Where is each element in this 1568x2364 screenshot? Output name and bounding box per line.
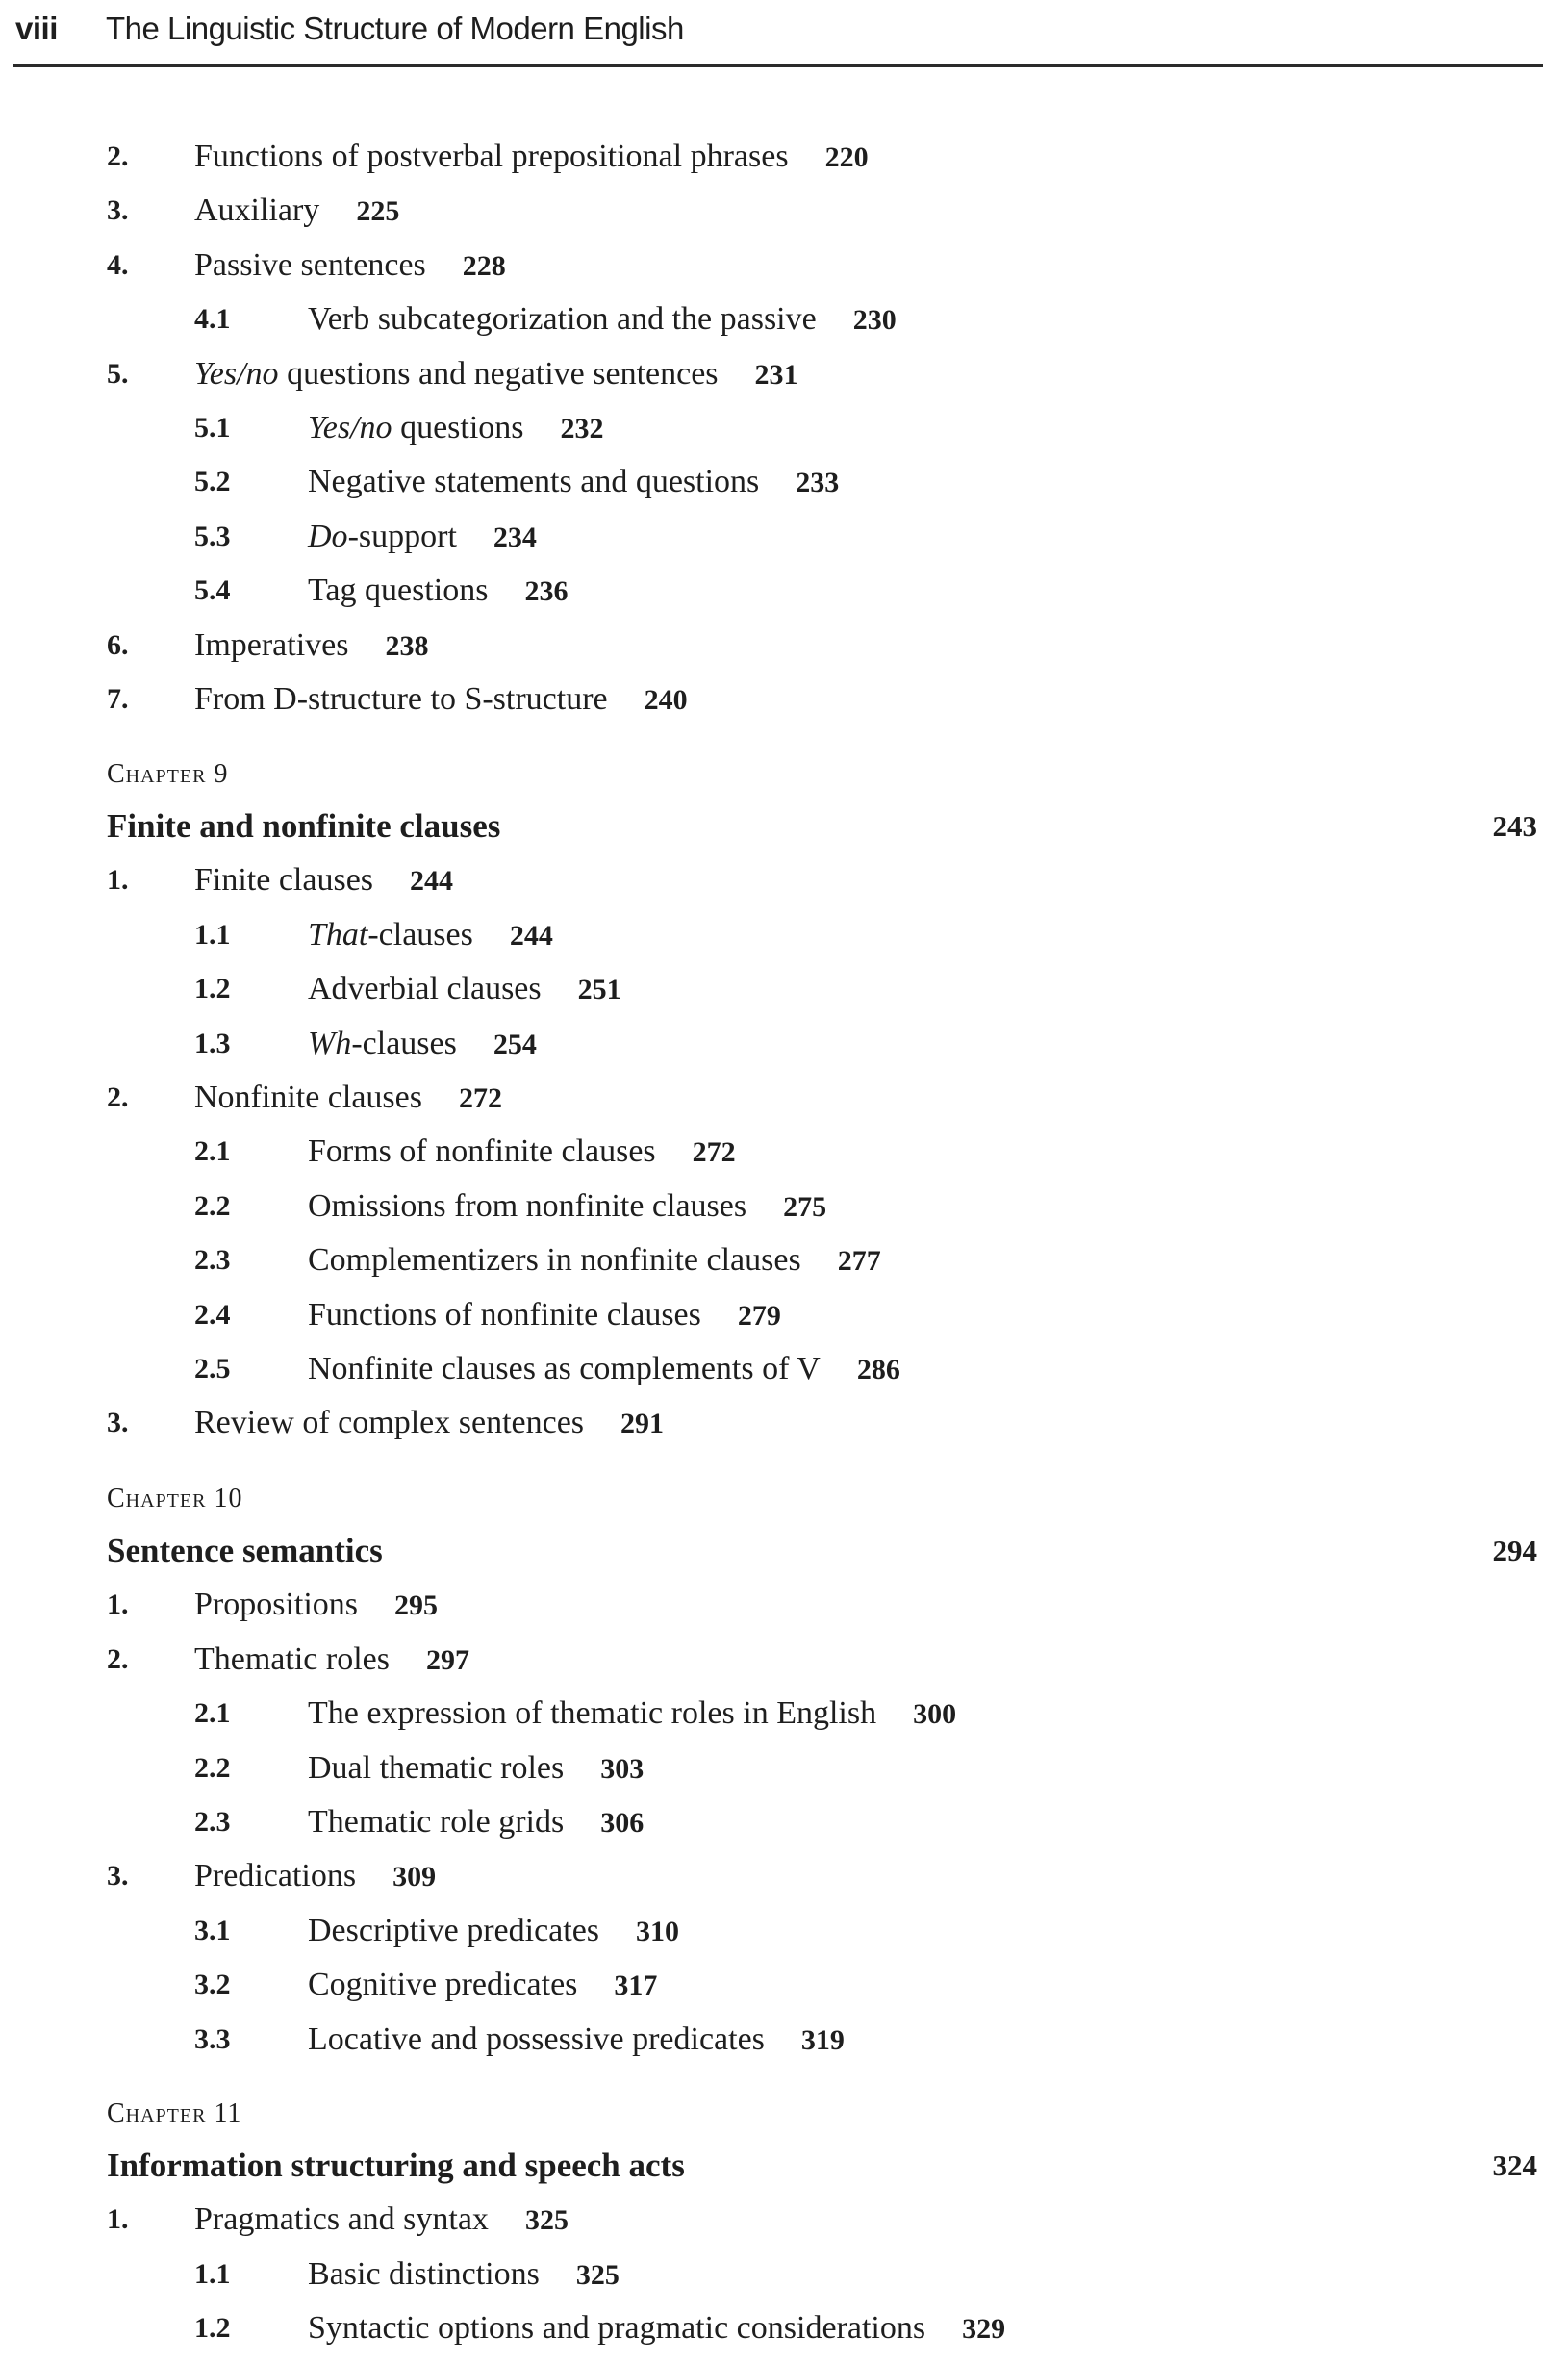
section-number: 2.1 <box>194 1135 231 1168</box>
title-text: Functions of nonfinite clauses <box>308 1296 701 1333</box>
page-number: 244 <box>509 919 553 952</box>
toc-entry[interactable] <box>0 1071 1568 1125</box>
title-text: Dual thematic roles <box>308 1749 565 1786</box>
section-title <box>308 1125 736 1180</box>
page-number: 238 <box>385 629 429 662</box>
chapter-page-number: 243 <box>1492 809 1537 843</box>
section-title <box>308 1342 900 1397</box>
section-number: 1. <box>107 864 129 897</box>
section-number: 5.3 <box>194 520 231 552</box>
page-number: 319 <box>800 2023 845 2056</box>
title-text: Syntactic options and pragmatic considerations <box>308 2310 926 2347</box>
page-number: 272 <box>459 1082 502 1114</box>
section-number: 2.3 <box>194 1806 231 1838</box>
toc-entry[interactable] <box>0 564 1568 618</box>
toc-entry[interactable] <box>0 1288 1568 1342</box>
title-text: Nonfinite clauses as complements of V <box>308 1351 821 1386</box>
section-number: 6. <box>107 628 129 661</box>
toc-entry[interactable] <box>0 1849 1568 1903</box>
section-number: 1.2 <box>194 973 231 1005</box>
page-number: 286 <box>856 1354 900 1385</box>
page-number: 297 <box>425 1643 469 1676</box>
title-text: Nonfinite clauses <box>194 1080 422 1115</box>
page-number: 236 <box>524 575 569 608</box>
section-number: 2.2 <box>194 1751 231 1784</box>
section-number: 7. <box>107 683 129 715</box>
title-text: -clauses <box>367 916 473 953</box>
title-text: Omissions from nonfinite clauses <box>308 1187 747 1224</box>
page-number: 244 <box>410 865 454 898</box>
chapter-page-number: 324 <box>1492 2148 1537 2182</box>
section-number: 2.1 <box>194 1697 231 1730</box>
title-text: Complementizers in nonfinite clauses <box>308 1242 801 1279</box>
section-number: 2. <box>107 1081 129 1113</box>
page-number: 232 <box>560 413 604 445</box>
section-number: 1.2 <box>194 2312 231 2345</box>
toc-entry[interactable] <box>0 2193 1568 2247</box>
section-number: 2.3 <box>194 1244 231 1277</box>
toc-entry[interactable] <box>0 1233 1568 1287</box>
toc-entry[interactable] <box>0 1125 1568 1179</box>
section-title <box>194 1578 438 1633</box>
title-text: Thematic role grids <box>308 1804 565 1840</box>
toc-entry[interactable] <box>0 908 1568 962</box>
title-text: Tag questions <box>308 572 489 609</box>
toc-entry[interactable] <box>0 239 1568 292</box>
section-number: 2.4 <box>194 1298 231 1331</box>
page-number: 303 <box>600 1752 645 1785</box>
chapter-heading[interactable] <box>107 1524 1537 1578</box>
section-title <box>308 908 553 963</box>
section-title <box>194 130 869 185</box>
section-title <box>308 401 604 456</box>
section-title <box>308 564 568 619</box>
section-title <box>194 619 429 674</box>
chapter-title: Information structuring and speech acts <box>107 2147 685 2184</box>
section-title <box>308 510 537 565</box>
title-text: Negative statements and questions <box>308 464 760 500</box>
title-text: -clauses <box>351 1025 457 1061</box>
page-number: 325 <box>575 2258 620 2291</box>
title-text: Passive sentences <box>194 246 426 283</box>
page-number: 329 <box>962 2313 1006 2346</box>
section-title <box>308 1180 826 1234</box>
chapter-heading[interactable] <box>107 800 1537 853</box>
section-title <box>308 1741 644 1796</box>
section-number: 3.3 <box>194 2022 231 2055</box>
section-title <box>194 1849 436 1904</box>
toc-entry[interactable] <box>0 2013 1568 2067</box>
section-number: 1.3 <box>194 1027 231 1059</box>
title-text: Cognitive predicates <box>308 1967 578 2003</box>
title-text: The expression of thematic roles in English <box>308 1695 877 1732</box>
section-title <box>308 292 897 347</box>
italic-term: Yes/no <box>308 410 392 445</box>
toc-entry[interactable] <box>0 2301 1568 2355</box>
section-number: 3.1 <box>194 1914 231 1946</box>
toc-entry[interactable] <box>0 962 1568 1016</box>
title-text: Descriptive predicates <box>308 1912 600 1948</box>
section-number: 1. <box>107 1589 129 1621</box>
section-number: 2.5 <box>194 1353 231 1385</box>
toc-entry[interactable] <box>0 130 1568 184</box>
section-number: 5.1 <box>194 412 231 444</box>
page-number: 225 <box>356 195 400 228</box>
chapter-title: Finite and nonfinite clauses <box>107 807 501 845</box>
section-title <box>194 673 688 727</box>
section-title <box>194 1633 469 1688</box>
toc-entry[interactable] <box>0 853 1568 907</box>
section-title <box>308 1795 644 1850</box>
toc-entry[interactable] <box>0 1687 1568 1741</box>
page-number: 228 <box>462 249 506 282</box>
title-text: questions <box>392 410 524 445</box>
section-number: 1. <box>107 2203 129 2236</box>
toc-entry[interactable] <box>0 619 1568 673</box>
section-title <box>308 1288 781 1343</box>
page-folio: viii <box>15 11 58 46</box>
title-text: questions and negative sentences <box>278 355 719 392</box>
title-text: Adverbial clauses <box>308 971 542 1007</box>
italic-term: Yes/no <box>194 355 279 392</box>
toc-entry[interactable] <box>0 1578 1568 1632</box>
page-number: 275 <box>783 1190 827 1223</box>
section-title <box>308 2301 1005 2356</box>
title-text: Verb subcategorization and the passive <box>308 301 817 338</box>
toc-entry[interactable] <box>0 1633 1568 1687</box>
section-title <box>194 184 399 239</box>
page-number: 325 <box>524 2204 569 2237</box>
section-title <box>308 1687 956 1741</box>
toc-entry[interactable] <box>0 1741 1568 1795</box>
chapter-label: Chapter 10 <box>107 1484 243 1513</box>
title-text: Forms of nonfinite clauses <box>308 1133 656 1170</box>
page-number: 240 <box>644 684 688 716</box>
section-title <box>194 2193 569 2248</box>
page-number: 277 <box>837 1245 881 1278</box>
toc-entry[interactable] <box>0 1180 1568 1233</box>
book-title: The Linguistic Structure of Modern English <box>106 11 684 46</box>
title-text: Predications <box>194 1858 357 1894</box>
section-title <box>308 1904 679 1959</box>
section-number: 3. <box>107 194 129 227</box>
section-title <box>194 347 798 402</box>
page-number: 234 <box>493 521 537 553</box>
toc-entry[interactable] <box>0 401 1568 455</box>
title-text: Auxiliary <box>194 192 320 229</box>
title-text: -support <box>347 518 457 554</box>
chapter-label: Chapter 9 <box>107 759 229 789</box>
chapter-label: Chapter 11 <box>107 2098 242 2128</box>
section-number: 4.1 <box>194 303 231 336</box>
section-title <box>308 1233 881 1288</box>
chapter-page-number: 294 <box>1492 1534 1537 1567</box>
section-title <box>194 1396 664 1451</box>
title-text: Pragmatics and syntax <box>194 2201 489 2238</box>
page-number: 254 <box>493 1028 537 1060</box>
toc-entry[interactable] <box>0 673 1568 726</box>
toc-entry[interactable] <box>0 510 1568 564</box>
title-text: Propositions <box>194 1587 359 1623</box>
section-number: 5. <box>107 357 129 390</box>
title-text: From D-structure to S-structure <box>194 681 608 717</box>
toc-entry[interactable] <box>0 1904 1568 1958</box>
toc-entry[interactable] <box>0 184 1568 238</box>
page-number: 300 <box>913 1698 957 1731</box>
chapter-title: Sentence semantics <box>107 1532 383 1569</box>
section-number: 3. <box>107 1407 129 1439</box>
italic-term: That <box>308 916 368 953</box>
toc-entry[interactable] <box>0 1017 1568 1071</box>
page-number: 291 <box>620 1408 665 1440</box>
title-text: Thematic roles <box>194 1640 390 1677</box>
header-rule <box>13 64 1543 67</box>
section-number: 2. <box>107 1642 129 1675</box>
toc-entry[interactable] <box>0 2248 1568 2301</box>
title-text: Review of complex sentences <box>194 1405 585 1441</box>
section-number: 4. <box>107 248 129 281</box>
section-title <box>308 1017 537 1072</box>
section-number: 2. <box>107 140 129 172</box>
section-number: 2.2 <box>194 1189 231 1222</box>
toc-entry[interactable] <box>0 347 1568 401</box>
page-number: 279 <box>737 1299 781 1332</box>
title-text: Locative and possessive predicates <box>308 2021 765 2057</box>
section-number: 3.2 <box>194 1969 231 2001</box>
section-title <box>308 455 839 510</box>
title-text: Finite clauses <box>194 862 374 899</box>
section-title <box>308 962 621 1017</box>
toc-entry[interactable] <box>0 1795 1568 1849</box>
page-number: 251 <box>577 974 621 1006</box>
section-title <box>308 2248 620 2302</box>
page-number: 306 <box>600 1807 645 1839</box>
italic-term: Wh <box>308 1025 352 1061</box>
page-number: 231 <box>754 358 798 391</box>
page-number: 230 <box>852 304 897 337</box>
page-number: 220 <box>824 141 869 173</box>
section-title <box>194 1071 502 1126</box>
section-number: 1.1 <box>194 2257 231 2290</box>
toc-entry[interactable] <box>0 1342 1568 1396</box>
title-text: Imperatives <box>194 626 349 663</box>
title-text: Basic distinctions <box>308 2255 540 2292</box>
section-number: 5.4 <box>194 574 231 607</box>
italic-term: Do <box>308 518 348 554</box>
section-title <box>194 853 453 908</box>
toc-entry[interactable] <box>0 1396 1568 1450</box>
chapter-heading[interactable] <box>107 2139 1537 2193</box>
section-number: 1.1 <box>194 918 231 951</box>
toc-entry[interactable] <box>0 1958 1568 2012</box>
section-title <box>308 1958 657 2013</box>
toc-entry[interactable] <box>0 455 1568 509</box>
running-head <box>15 8 684 50</box>
page-number: 233 <box>796 467 840 499</box>
page-number: 309 <box>392 1861 437 1894</box>
page-number: 272 <box>692 1136 736 1169</box>
section-title <box>308 2013 845 2068</box>
section-title <box>194 239 506 293</box>
section-number: 3. <box>107 1860 129 1893</box>
toc-entry[interactable] <box>0 292 1568 346</box>
title-text: Functions of postverbal prepositional phrases <box>194 139 789 174</box>
page-number: 295 <box>394 1589 439 1622</box>
section-number: 5.2 <box>194 466 231 498</box>
page-number: 310 <box>636 1915 680 1947</box>
page-number: 317 <box>614 1970 658 2002</box>
